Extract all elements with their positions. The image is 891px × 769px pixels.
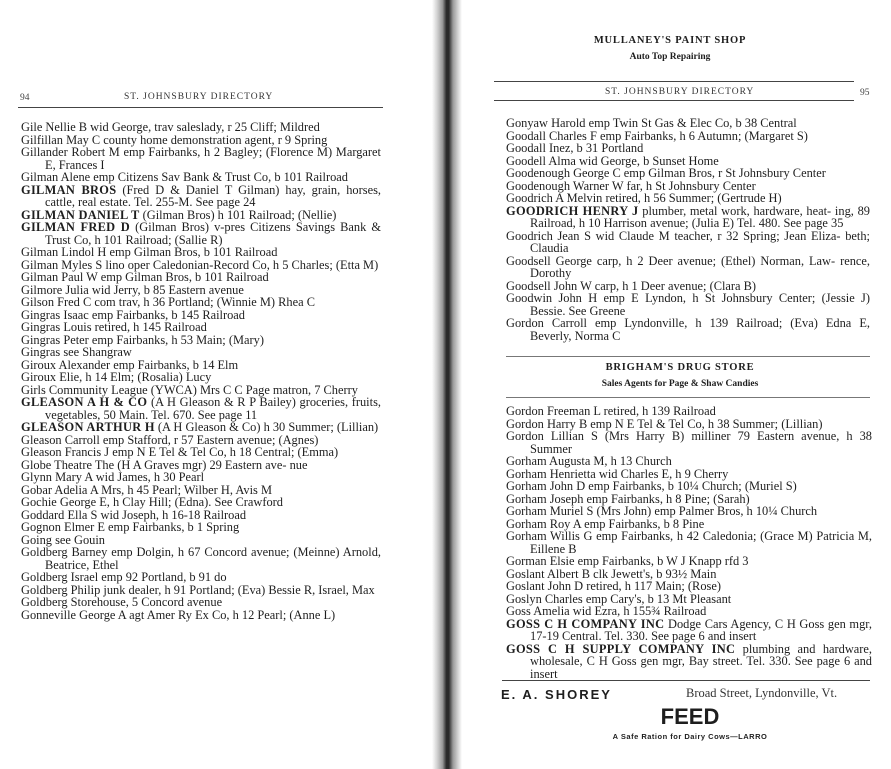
entry-text: Gilson Fred C com trav, h 36 Portland; (Winnie M) Rhea C bbox=[21, 295, 315, 309]
entry-text: Gile Nellie B wid George, trav saleslady, r 25 Cliff; Mildred bbox=[21, 120, 320, 134]
entry-text: Goodell Alma wid George, b Sunset Home bbox=[506, 153, 719, 168]
entry-text: Goslyn Charles emp Cary's, b 13 Mt Pleasant bbox=[506, 591, 732, 606]
entry-business-name: GOODRICH HENRY J bbox=[506, 203, 639, 218]
directory-entry bbox=[506, 530, 872, 555]
directory-entry bbox=[506, 643, 872, 681]
entry-text: plumbing and hardware, wholesale, C H Goss gen mgr, Bay street. Tel. 330. See page 6 and insert bbox=[530, 641, 873, 681]
entry-text: Gonneville George A agt Amer Ry Ex Co, h 12 Pearl; (Anne L) bbox=[21, 607, 336, 622]
entry-text: Gleason Francis J emp N E Tel & Tel Co, h 18 Central; (Emma) bbox=[21, 445, 339, 459]
ad-mullaney-title: MULLANEY'S PAINT SHOP bbox=[593, 35, 747, 46]
entry-text: Goodenough George C emp Gilman Bros, r St Johnsbury Center bbox=[506, 166, 826, 180]
entry-text: Goldberg Israel emp 92 Portland, b 91 do bbox=[21, 570, 227, 584]
entry-text: Goldberg Barney emp Dolgin, h 67 Concord avenue; (Meinne) Arnold, Beatrice, Ethel bbox=[21, 545, 381, 572]
entry-text: Gorham Henrietta wid Charles E, h 9 Cherry bbox=[506, 466, 729, 481]
entry-text: Goldberg Philip junk dealer, h 91 Portland; (Eva) Bessie R, Israel, Max bbox=[21, 582, 375, 597]
page-number: 95 bbox=[860, 88, 870, 98]
entry-text: Gingras Peter emp Fairbanks, h 53 Main; (Mary) bbox=[21, 332, 264, 347]
entry-business-name: GILMAN DANIEL T bbox=[21, 207, 140, 222]
directory-entry bbox=[506, 292, 870, 317]
entry-text: Goodenough Warner W far, h St Johnsbury Center bbox=[506, 178, 756, 193]
entry-text: Going see Gouin bbox=[21, 532, 105, 547]
directory-entries-bottom bbox=[506, 405, 872, 680]
ad-brigham-subtitle: Sales Agents for Page & Shaw Candies bbox=[601, 379, 759, 389]
ad-rule-bottom bbox=[502, 680, 870, 681]
ad-rule-top bbox=[494, 81, 854, 82]
ad-rule-middle-top bbox=[506, 356, 870, 357]
entry-text: (Gilman Bros) v-pres Citizens Savings Bank & Trust Co, h 101 Railroad; (Sallie R) bbox=[45, 220, 381, 247]
directory-entries-top bbox=[506, 117, 870, 342]
entry-text: Giroux Elie, h 14 Elm; (Rosalia) Lucy bbox=[21, 370, 212, 384]
entry-text: (A H Gleason & R P Bailey) groceries, fruits, vegetables, 50 Main. Tel. 670. See page 11 bbox=[45, 395, 381, 422]
book-spine bbox=[432, 0, 462, 769]
directory-entry bbox=[506, 205, 870, 230]
entry-text: Gognon Elmer E emp Fairbanks, b 1 Spring bbox=[21, 520, 240, 534]
entry-text: Goodrich Jean S wid Claude M teacher, r 32 Spring; Jean Eliza- beth; Claudia bbox=[506, 228, 870, 255]
ad-shorey-name: E. A. SHOREY bbox=[501, 687, 612, 702]
entry-business-name: GOSS C H SUPPLY COMPANY INC bbox=[506, 641, 736, 656]
ad-feed-tagline: A Safe Ration for Dairy Cows—LARRO bbox=[612, 732, 768, 741]
entry-text: Gorham Willis G emp Fairbanks, h 42 Caledonia; (Grace M) Patricia M, Eillene B bbox=[506, 529, 872, 556]
header-rule bbox=[18, 107, 383, 108]
directory-entry bbox=[21, 221, 381, 246]
ad-mullaney-subtitle: Auto Top Repairing bbox=[629, 52, 711, 62]
entry-business-name: GILMAN FRED D bbox=[21, 220, 131, 234]
entry-text: Goodsell John W carp, h 1 Deer avenue; (Clara B) bbox=[506, 278, 757, 293]
entry-text: Gorham Augusta M, h 13 Church bbox=[506, 454, 672, 468]
entry-text: (Fred D & Daniel T Gilman) hay, grain, horses, cattle, real estate. Tel. 255-M. See page 24 bbox=[45, 182, 381, 209]
entry-text: Gordon Lillian S (Mrs Harry B) milliner 79 Eastern avenue, h 38 Summer bbox=[506, 429, 872, 456]
entry-text: Girls Community League (YWCA) Mrs C C Page matron, 7 Cherry bbox=[21, 382, 358, 397]
entry-business-name: GOSS C H COMPANY INC bbox=[506, 616, 665, 631]
entry-text: Gonyaw Harold emp Twin St Gas & Elec Co, b 38 Central bbox=[506, 116, 797, 130]
entry-text: Goddard Ella S wid Joseph, h 16-18 Railroad bbox=[21, 507, 247, 522]
entry-text: (A H Gleason & Co) h 30 Summer; (Lillian) bbox=[154, 420, 379, 434]
entry-text: Glynn Mary A wid James, h 30 Pearl bbox=[21, 470, 205, 484]
entry-text: Gorham Joseph emp Fairbanks, h 8 Pine; (Sarah) bbox=[506, 491, 750, 506]
running-head: ST. JOHNSBURY DIRECTORY bbox=[124, 92, 274, 102]
entry-text: plumber, metal work, hardware, heat- ing, 89 Railroad, h 10 Harrison avenue; (Julia E) Tel. 480. See page 35 bbox=[530, 203, 870, 230]
entry-text: Gilman Paul W emp Gilman Bros, b 101 Railroad bbox=[21, 270, 269, 284]
entry-text: Gobar Adelia A Mrs, h 45 Pearl; Wilber H, Avis M bbox=[21, 482, 272, 497]
entry-text: Goodsell George carp, h 2 Deer avenue; (Ethel) Norman, Law- rence, Dorothy bbox=[506, 253, 870, 280]
entry-text: Goslant Albert B clk Jewett's, b 93½ Main bbox=[506, 566, 717, 581]
ad-rule-middle-bottom bbox=[506, 397, 870, 398]
entry-text: Gilfillan May C county home demonstration agent, r 9 Spring bbox=[21, 132, 328, 147]
entry-text: Goodall Charles F emp Fairbanks, h 6 Autumn; (Margaret S) bbox=[506, 128, 808, 143]
entry-text: Gillander Robert M emp Fairbanks, h 2 Bagley; (Florence M) Margaret E, Frances I bbox=[21, 145, 381, 172]
entry-text: (Gilman Bros) h 101 Railroad; (Nellie) bbox=[139, 207, 337, 222]
entry-text: Goodrich A Melvin retired, h 56 Summer; (Gertrude H) bbox=[506, 191, 782, 205]
entry-text: Gordon Carroll emp Lyndonville, h 139 Railroad; (Eva) Edna E, Beverly, Norma C bbox=[506, 316, 870, 343]
left-page bbox=[0, 0, 430, 769]
ad-brigham-title: BRIGHAM'S DRUG STORE bbox=[605, 362, 755, 373]
entry-text: Goodall Inez, b 31 Portland bbox=[506, 141, 644, 155]
entry-text: Gilman Myles S lino oper Caledonian-Record Co, h 5 Charles; (Etta M) bbox=[21, 257, 379, 272]
directory-entry bbox=[506, 430, 872, 455]
directory-entry bbox=[506, 255, 870, 280]
entry-text: Globe Theatre The (H A Graves mgr) 29 Eastern ave- nue bbox=[21, 457, 308, 472]
entry-text: Gingras Louis retired, h 145 Railroad bbox=[21, 320, 207, 334]
directory-entry bbox=[506, 618, 872, 643]
directory-entries bbox=[21, 121, 381, 621]
entry-text: Gorman Elsie emp Fairbanks, b W J Knapp rfd 3 bbox=[506, 554, 749, 568]
running-head: ST. JOHNSBURY DIRECTORY bbox=[605, 87, 755, 97]
header-rule bbox=[494, 100, 854, 101]
entry-business-name: GLEASON A H & CO bbox=[21, 395, 148, 409]
ad-shorey-address: Broad Street, Lyndonville, Vt. bbox=[686, 686, 838, 700]
entry-text: Goslant John D retired, h 117 Main; (Rose) bbox=[506, 579, 721, 593]
entry-text: Gorham Muriel S (Mrs John) emp Palmer Bros, h 10¼ Church bbox=[506, 504, 818, 518]
entry-text: Gochie George E, h Clay Hill; (Edna). See Crawford bbox=[21, 495, 283, 509]
entry-text: Goodwin John H emp E Lyndon, h St Johnsbury Center; (Jessie J) Bessie. See Greene bbox=[506, 291, 870, 318]
directory-entry bbox=[21, 184, 381, 209]
directory-entry bbox=[21, 546, 381, 571]
entry-text: Gilman Lindol H emp Gilman Bros, b 101 Railroad bbox=[21, 245, 278, 259]
right-page bbox=[470, 0, 891, 769]
entry-text: Giroux Alexander emp Fairbanks, b 14 Elm bbox=[21, 357, 239, 372]
entry-text: Dodge Cars Agency, C H Goss gen mgr, 17-19 Central. Tel. 330. See page 6 and insert bbox=[530, 616, 872, 643]
entry-text: Gingras Isaac emp Fairbanks, b 145 Railroad bbox=[21, 307, 246, 322]
entry-text: Goldberg Storehouse, 5 Concord avenue bbox=[21, 595, 223, 609]
entry-text: Gleason Carroll emp Stafford, r 57 Eastern avenue; (Agnes) bbox=[21, 432, 319, 447]
directory-entry bbox=[506, 317, 870, 342]
page-number: 94 bbox=[20, 93, 30, 103]
directory-entry bbox=[21, 396, 381, 421]
entry-text: Gorham Roy A emp Fairbanks, b 8 Pine bbox=[506, 516, 705, 531]
entry-business-name: GLEASON ARTHUR H bbox=[21, 420, 155, 434]
entry-text: Goss Amelia wid Ezra, h 155¾ Railroad bbox=[506, 604, 707, 618]
directory-entry bbox=[506, 230, 870, 255]
directory-entry bbox=[21, 146, 381, 171]
entry-business-name: GILMAN BROS bbox=[21, 182, 117, 197]
entry-text: Gorham John D emp Fairbanks, b 10¼ Church; (Muriel S) bbox=[506, 479, 797, 493]
entry-text: Gordon Harry B emp N E Tel & Tel Co, h 38 Summer; (Lillian) bbox=[506, 416, 823, 431]
entry-text: Gilmore Julia wid Jerry, b 85 Eastern avenue bbox=[21, 282, 244, 297]
entry-text: Gingras see Shangraw bbox=[21, 345, 132, 359]
directory-entry bbox=[21, 609, 381, 622]
ad-feed-headline: FEED bbox=[660, 704, 720, 729]
entry-text: Gilman Alene emp Citizens Sav Bank & Trust Co, b 101 Railroad bbox=[21, 170, 348, 184]
entry-text: Gordon Freeman L retired, h 139 Railroad bbox=[506, 404, 716, 418]
